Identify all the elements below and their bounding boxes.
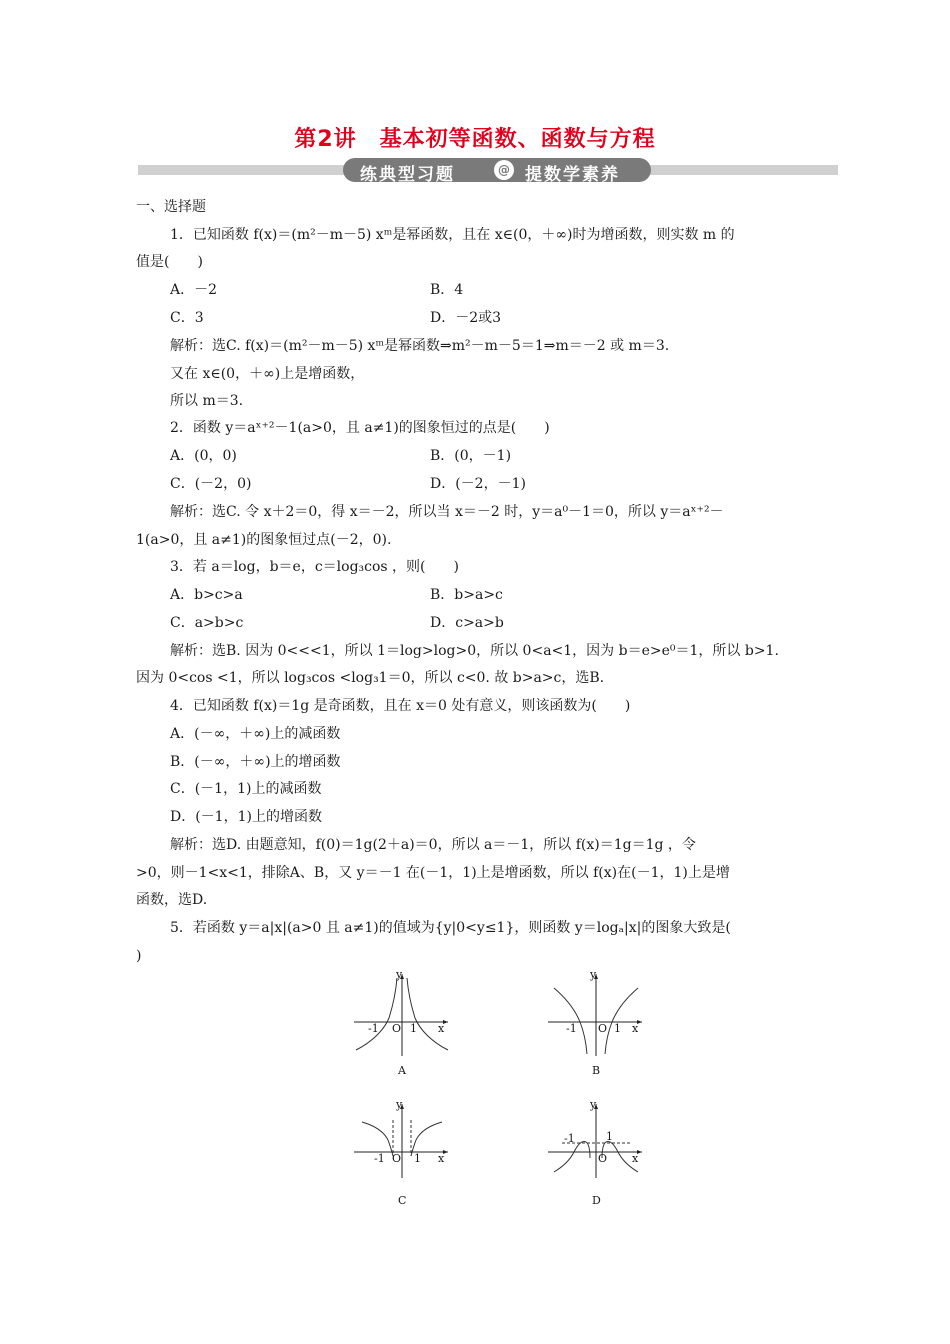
graph-b-x-label: x xyxy=(632,1022,639,1035)
question-1: 1．已知函数 f(x)＝(m²－m－5) xᵐ是幂函数，且在 x∈(0，＋∞)时为增函数，则实数 m 的 xyxy=(170,227,735,243)
graph-b-y-label: y xyxy=(590,968,597,981)
section-heading: 一、选择题 xyxy=(136,199,206,215)
q4-option-c: C．(－1，1)上的减函数 xyxy=(170,781,322,797)
graph-a-caption: A xyxy=(398,1064,406,1077)
solution-2-line2: 1(a>0，且 a≠1)的图象恒过点(－2，0). xyxy=(136,532,392,548)
graph-a-y-label: y xyxy=(396,968,403,981)
graph-b xyxy=(546,968,646,1077)
question-2: 2．函数 y＝aˣ⁺²－1(a>0，且 a≠1)的图象恒过的点是( ) xyxy=(170,420,550,436)
graph-d-caption: D xyxy=(592,1194,601,1207)
q2-option-c: C．(－2，0) xyxy=(170,476,252,492)
banner-circle-icon: @ xyxy=(494,160,514,180)
solution-2: 解析：选C. 令 x＋2＝0，得 x＝－2，所以当 x＝－2 时，y＝a⁰－1＝0，所以 y＝aˣ⁺²－ xyxy=(170,504,724,520)
q2-option-d: D．(－2，－1) xyxy=(430,476,526,492)
q2-option-a: A．(0，0) xyxy=(170,448,237,464)
graph-c-neg1: -1 xyxy=(374,1152,385,1165)
graph-c-caption: C xyxy=(398,1194,407,1207)
q1-option-a: A．－2 xyxy=(170,282,218,298)
graph-d-y-label: y xyxy=(590,1098,597,1111)
graph-b-origin: O xyxy=(598,1022,608,1035)
graph-c-origin: O xyxy=(392,1152,402,1165)
graph-c-plot xyxy=(352,1100,452,1180)
graph-b-caption: B xyxy=(592,1064,601,1077)
graph-c-x-label: x xyxy=(438,1152,445,1165)
question-5-cont: ) xyxy=(136,948,142,964)
q1-option-b: B．4 xyxy=(430,282,464,298)
graph-d-pos1: 1 xyxy=(606,1130,613,1143)
graph-b-pos1: 1 xyxy=(614,1022,621,1035)
question-4: 4．已知函数 f(x)＝1g 是奇函数，且在 x＝0 处有意义，则该函数为( ) xyxy=(170,698,631,714)
graph-c-y-label: y xyxy=(396,1098,403,1111)
banner-left-text: 练典型习题 xyxy=(360,165,455,185)
graph-b-neg1: -1 xyxy=(566,1022,577,1035)
q2-option-b: B．(0，－1) xyxy=(430,448,512,464)
q3-option-c: C．a>b>c xyxy=(170,615,244,631)
graph-d-origin: O xyxy=(598,1152,608,1165)
solution-3: 解析：选B. 因为 0<<<1，所以 1＝log>log>0，所以 0<a<1，因为 b＝e>e⁰＝1，所以 b>1. xyxy=(170,643,779,659)
graph-a-plot xyxy=(352,970,452,1060)
q4-option-a: A．(－∞，＋∞)上的减函数 xyxy=(170,726,341,742)
graph-d xyxy=(546,1098,646,1207)
q3-option-a: A．b>c>a xyxy=(170,587,243,603)
graph-d-plot xyxy=(546,1100,646,1180)
solution-1-line3: 所以 m＝3. xyxy=(170,393,244,409)
solution-4-line3: 函数，选D. xyxy=(136,892,208,908)
q3-option-d: D．c>a>b xyxy=(430,615,504,631)
banner-right-text: 提数学素养 xyxy=(525,165,620,185)
solution-1-line2: 又在 x∈(0，＋∞)上是增函数， xyxy=(170,366,365,382)
question-5: 5．若函数 y＝a|x|(a>0 且 a≠1)的值域为{y|0<y≤1}，则函数 y＝logₐ|x|的图象大致是( xyxy=(170,920,731,936)
q1-option-d: D．－2或3 xyxy=(430,310,502,326)
page-title: 第2讲 基本初等函数、函数与方程 xyxy=(294,127,656,152)
solution-4: 解析：选D. 由题意知，f(0)＝1g(2＋a)＝0，所以 a＝－1，所以 f(x)＝1g＝1g ，令 xyxy=(170,837,696,853)
q3-option-b: B．b>a>c xyxy=(430,587,503,603)
solution-4-line2: >0，则－1<x<1，排除A、B，又 y＝－1 在(－1，1)上是增函数，所以 f(x)在(－1，1)上是增 xyxy=(136,865,730,881)
q1-option-c: C．3 xyxy=(170,310,204,326)
question-1-cont: 值是( ) xyxy=(136,254,203,270)
graph-c-pos1: 1 xyxy=(414,1152,421,1165)
graph-d-x-label: x xyxy=(632,1152,639,1165)
q4-option-d: D．(－1，1)上的增函数 xyxy=(170,809,322,825)
graph-a xyxy=(352,968,452,1077)
graph-c xyxy=(352,1098,452,1207)
graph-d-neg1: -1 xyxy=(564,1132,575,1145)
graph-a-neg1: -1 xyxy=(368,1022,379,1035)
q4-option-b: B．(－∞，＋∞)上的增函数 xyxy=(170,754,341,770)
graph-a-pos1: 1 xyxy=(410,1022,417,1035)
section-banner xyxy=(138,158,838,185)
question-3: 3．若 a＝log，b＝e，c＝log₃cos ，则( ) xyxy=(170,559,459,575)
solution-1: 解析：选C. f(x)＝(m²－m－5) xᵐ是幂函数⇒m²－m－5＝1⇒m＝－2 或 m＝3. xyxy=(170,338,670,354)
graph-b-plot xyxy=(546,970,646,1060)
solution-3-line2: 因为 0<cos <1，所以 log₃cos <log₃1＝0，所以 c<0. 故 b>a>c，选B. xyxy=(136,670,605,686)
graph-a-x-label: x xyxy=(438,1022,445,1035)
graph-a-origin: O xyxy=(392,1022,402,1035)
